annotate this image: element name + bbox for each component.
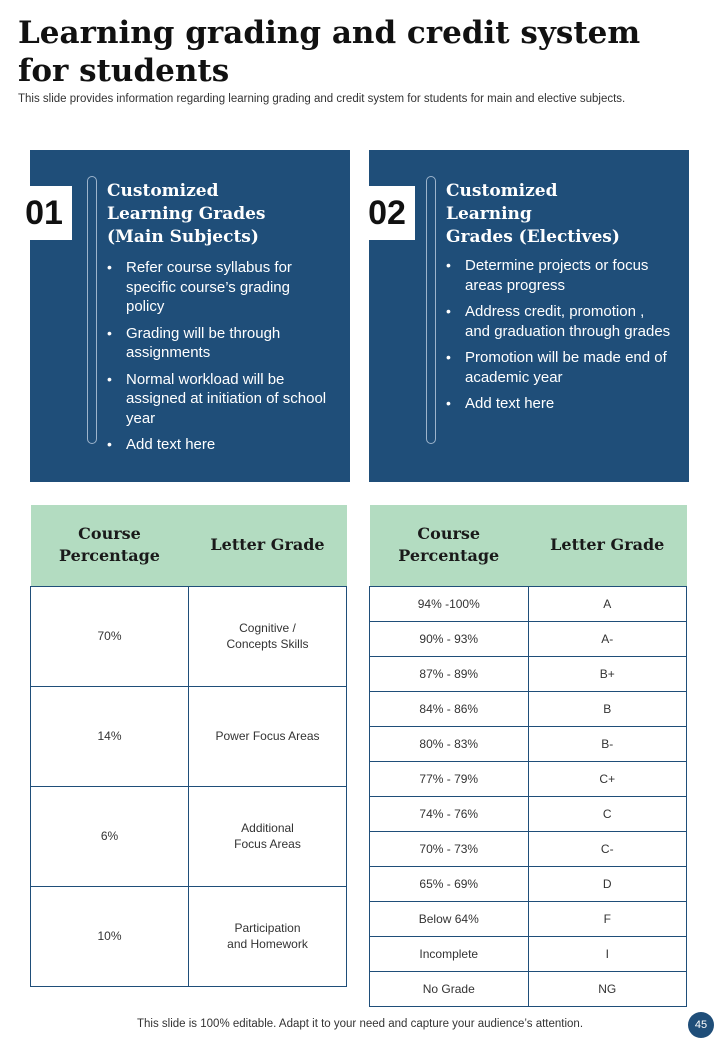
panel-divider-bar (426, 176, 436, 444)
range-cell: Below 64% (370, 901, 529, 936)
panel-title-line: (Main Subjects) (107, 227, 259, 247)
grade-cell (189, 786, 347, 886)
page-title: Learning grading and credit system for students (18, 15, 641, 89)
grade-cell: C+ (528, 761, 687, 796)
range-cell: 80% - 83% (370, 726, 529, 761)
range-cell: 84% - 86% (370, 691, 529, 726)
range-cell: 77% - 79% (370, 761, 529, 796)
bullet-item: • Normal workload will be assigned at initiation of school year (107, 370, 332, 429)
grade-cell: A- (528, 621, 687, 656)
column-header-letter-grade: Letter Grade (189, 505, 347, 586)
table-row (370, 866, 687, 901)
grade-cell: A (528, 586, 687, 621)
table-row (31, 786, 347, 886)
table-row (370, 936, 687, 971)
main-subjects-panel (25, 150, 350, 482)
table-row (370, 796, 687, 831)
panel-title-line: Learning Grades (107, 204, 266, 224)
range-cell: 87% - 89% (370, 656, 529, 691)
panel-title-line: Customized (107, 181, 219, 201)
grade-cell: B (528, 691, 687, 726)
table-row (370, 586, 687, 621)
bullet-item: • Address credit, promotion , and graduation through grades (446, 302, 671, 341)
range-cell: Incomplete (370, 936, 529, 971)
table-row (31, 886, 347, 986)
panel-bullet-list (107, 258, 332, 462)
percentage-cell: 70% (31, 586, 189, 686)
grade-cell (189, 586, 347, 686)
range-cell: 74% - 76% (370, 796, 529, 831)
grade-line: Concepts Skills (226, 637, 309, 651)
panel-title-line: Grades (Electives) (446, 227, 620, 247)
bullet-item: • Refer course syllabus for specific course’s grading policy (107, 258, 332, 317)
footer-note: This slide is 100% editable. Adapt it to your need and capture your audience’s attention. (136, 1018, 584, 1030)
panel-title (107, 180, 337, 249)
grade-line: Focus Areas (234, 837, 301, 851)
bullet-item: • Grading will be through assignments (107, 324, 332, 363)
table-row (370, 621, 687, 656)
percentage-cell: 10% (31, 886, 189, 986)
grade-line: and Homework (227, 937, 308, 951)
grade-cell: I (528, 936, 687, 971)
range-cell: 94% -100% (370, 586, 529, 621)
range-cell: 90% - 93% (370, 621, 529, 656)
table-row (370, 901, 687, 936)
panel-number-badge: 02 (359, 186, 415, 240)
column-header-letter-grade: Letter Grade (528, 505, 687, 586)
table-row (370, 726, 687, 761)
panel-title-line: Learning (446, 204, 532, 224)
grade-cell: NG (528, 971, 687, 1006)
panel-title (446, 180, 676, 249)
table-row (370, 656, 687, 691)
table-row (370, 761, 687, 796)
percentage-cell: 14% (31, 686, 189, 786)
main-grades-table (30, 505, 347, 987)
grade-cell: F (528, 901, 687, 936)
bullet-item: • Add text here (446, 394, 671, 414)
column-header-percentage: Course Percentage (31, 505, 189, 586)
table-row (31, 686, 347, 786)
grade-line: Power Focus Areas (215, 729, 320, 743)
range-cell: No Grade (370, 971, 529, 1006)
grade-cell: C (528, 796, 687, 831)
elective-grades-table (369, 505, 687, 1007)
panel-title-line: Customized (446, 181, 558, 201)
panel-bullet-list (446, 256, 671, 421)
table-row (31, 586, 347, 686)
grade-cell (189, 686, 347, 786)
percentage-cell: 6% (31, 786, 189, 886)
table-row (370, 971, 687, 1006)
grade-line: Cognitive / (239, 621, 296, 635)
grade-cell: B- (528, 726, 687, 761)
grade-cell (189, 886, 347, 986)
page-number-badge: 45 (688, 1012, 714, 1038)
range-cell: 70% - 73% (370, 831, 529, 866)
table-row (370, 691, 687, 726)
column-header-percentage: Course Percentage (370, 505, 529, 586)
bullet-item: • Determine projects or focus areas progress (446, 256, 671, 295)
panel-divider-bar (87, 176, 97, 444)
grade-cell: C- (528, 831, 687, 866)
grade-cell: B+ (528, 656, 687, 691)
electives-panel (369, 150, 689, 482)
grade-line: Participation (234, 921, 301, 935)
page-subtitle: This slide provides information regarding learning grading and credit system for students for main and elective subjects. (18, 93, 626, 105)
panel-number-badge: 01 (16, 186, 72, 240)
grade-line: Additional (241, 821, 294, 835)
bullet-item: • Add text here (107, 435, 332, 455)
table-row (370, 831, 687, 866)
grade-cell: D (528, 866, 687, 901)
range-cell: 65% - 69% (370, 866, 529, 901)
bullet-item: • Promotion will be made end of academic year (446, 348, 671, 387)
